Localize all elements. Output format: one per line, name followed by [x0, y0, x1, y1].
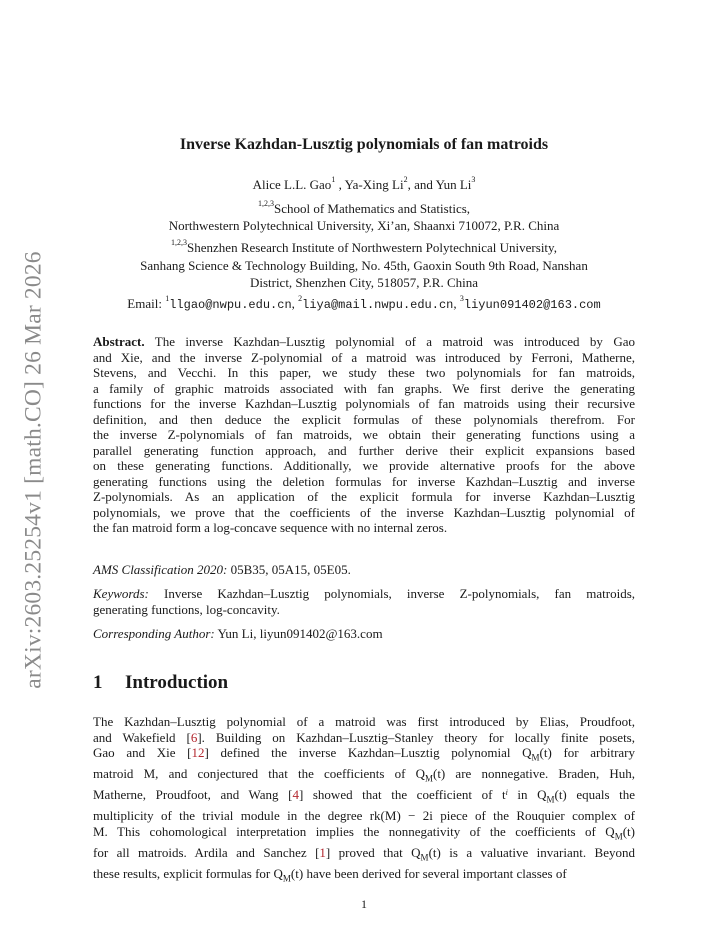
intro-text: The Kazhdan–Lusztig polynomial of a matroid was first introduced by Elias, Proudfoot,	[93, 714, 635, 729]
citation-link[interactable]: 1	[319, 844, 326, 860]
abstract-line: functions for the inverse Kazhdan–Lusztig polynomials of fan matroids using their recursive	[93, 396, 635, 411]
intro-text: Gao and Xie [	[93, 745, 192, 760]
affiliation-text: Shenzhen Research Institute of Northwestern Polytechnical University,	[187, 240, 557, 255]
intro-text: (t) equals the	[554, 787, 635, 803]
abstract-text: The inverse Kazhdan–Lusztig polynomial of a matroid was introduced by Gao	[144, 334, 635, 349]
math-subscript: M	[531, 752, 540, 763]
affiliation-2-line-2: Sanhang Science & Technology Building, No. 45th, Gaoxin South 9th Road, Nanshan	[140, 258, 588, 273]
abstract-line: polynomials, we prove that the coefficients of the inverse Kazhdan–Lusztig polynomial of	[93, 504, 635, 520]
keywords-line	[93, 586, 635, 602]
section-number: 1	[93, 672, 103, 693]
intro-line	[93, 766, 635, 787]
ams-value: 05B35, 05A15, 05E05.	[227, 562, 351, 577]
email-separator: ,	[291, 296, 299, 311]
abstract-line: the inverse Z-polynomials of fan matroids, we obtain their generating functions using a	[93, 427, 635, 442]
affiliation-sup: 1,2,3	[257, 199, 274, 208]
abstract-line: on these generating functions. Additionally, we provide alternative proofs for the above	[93, 458, 635, 473]
keywords	[93, 586, 635, 617]
intro-line	[93, 730, 635, 746]
abstract-line: and Xie, and the inverse Z-polynomial of a matroid was introduced by Ferroni, Matherne,	[93, 349, 635, 365]
affiliation-2-line-1	[93, 240, 635, 256]
citation-link[interactable]: 6	[190, 729, 198, 745]
math-subscript: M	[424, 773, 433, 784]
abstract	[93, 334, 635, 536]
author-gao: Alice L.L. Gao	[252, 177, 332, 192]
intro-line	[93, 787, 635, 808]
intro-line	[93, 866, 635, 887]
author-li-yaxing: , Ya-Xing Li	[335, 177, 404, 192]
author-sup: 1	[331, 175, 336, 184]
math-subscript: M	[614, 831, 623, 842]
affiliation-1-line-1	[93, 201, 635, 217]
email-gao[interactable]: llgao@nwpu.edu.cn	[169, 298, 292, 312]
affiliation-1-line-2: Northwestern Polytechnical University, Xi’an, Shaanxi 710072, P.R. China	[168, 218, 560, 233]
affiliation-sup: 1,2,3	[171, 238, 188, 247]
abstract-line	[93, 334, 635, 350]
intro-text: matroid M, and conjectured that the coefficients of Q	[93, 766, 425, 782]
intro-text: ] defined the inverse Kazhdan–Lusztig polynomial Q	[204, 745, 532, 760]
section-heading-introduction	[93, 672, 228, 694]
email-separator: ,	[453, 296, 460, 311]
email-li-yaxing[interactable]: liya@mail.nwpu.edu.cn	[302, 298, 454, 312]
email-sup: 2	[298, 294, 303, 303]
intro-text: (t) is a valuative invariant. Beyond	[428, 844, 635, 860]
intro-text: ] proved that Q	[325, 844, 421, 860]
intro-text: and Wakefield [	[93, 729, 191, 745]
intro-text: ] showed that the coefficient of t	[298, 787, 506, 803]
keywords-label: Keywords:	[93, 586, 149, 601]
intro-text: Matherne, Proudfoot, and Wang [	[93, 787, 293, 803]
intro-text: these results, explicit formulas for Q	[93, 865, 283, 881]
ams-classification	[93, 562, 635, 578]
intro-text: (t) have been derived for several important classes of	[290, 865, 567, 881]
email-li-yun[interactable]: liyun091402@163.com	[463, 298, 601, 312]
math-subscript: M	[282, 873, 291, 884]
abstract-line: definition, and then deduce the explicit formulas of these polynomials therefrom. For	[93, 411, 635, 427]
email-sup: 1	[165, 294, 170, 303]
intro-line	[93, 808, 635, 824]
abstract-line: Z-polynomials. As an application of the explicit formula for inverse Kazhdan–Lusztig	[93, 489, 635, 504]
intro-text: M. This cohomological interpretation implies the nonnegativity of the coefficients of Q	[93, 823, 615, 839]
abstract-label: Abstract.	[93, 334, 145, 349]
abstract-line: a family of graphic matroids associated with fan graphs. We first derive the generating	[93, 380, 635, 396]
citation-link[interactable]: 12	[191, 745, 205, 760]
intro-text: in Q	[507, 787, 547, 803]
keywords-text: Inverse Kazhdan–Lusztig polynomials, inverse Z-polynomials, fan matroids,	[148, 586, 635, 601]
paper-title: Inverse Kazhdan-Lusztig polynomials of fan matroids	[179, 136, 549, 153]
corresponding-author	[93, 626, 635, 642]
citation-link[interactable]: 4	[292, 787, 299, 803]
intro-text: (t) for arbitrary	[539, 745, 636, 760]
email-line	[93, 296, 635, 312]
introduction-paragraph	[93, 714, 635, 887]
email-sup: 3	[459, 294, 464, 303]
intro-text: (t) are nonnegative. Braden, Huh,	[432, 766, 635, 782]
email-label: Email:	[127, 296, 166, 311]
author-sup: 3	[471, 175, 476, 184]
abstract-line: generating functions using the deletion formulas for inverse Kazhdan–Lusztig and inverse	[93, 473, 635, 489]
author-sup: 2	[403, 175, 408, 184]
intro-line	[93, 714, 635, 730]
intro-text: (t)	[622, 823, 635, 839]
author-li-yun: , and Yun Li	[407, 177, 472, 192]
ams-line	[93, 562, 635, 578]
corresponding-value: Yun Li, liyun091402@163.com	[214, 626, 383, 641]
intro-line	[93, 824, 635, 845]
affiliation-2-line-3: District, Shenzhen City, 518057, P.R. China	[249, 275, 479, 290]
abstract-line: parallel generating function approach, and further derive their explicit expansions based	[93, 442, 635, 458]
math-subscript: M	[546, 794, 555, 805]
corresponding-line	[93, 626, 635, 642]
intro-line	[93, 745, 635, 766]
abstract-line: the fan matroid form a log-concave sequence with no internal zeros.	[93, 520, 448, 535]
arxiv-identifier: arXiv:2603.25254v1 [math.CO] 26 Mar 2026	[20, 251, 47, 689]
page-number: 1	[361, 897, 367, 911]
intro-text: multiplicity of the trivial module in the degree rk(M) − 2i piece of the Rouquier complex of	[93, 808, 635, 824]
intro-line	[93, 845, 635, 866]
math-subscript: M	[420, 852, 429, 863]
affiliation-text: School of Mathematics and Statistics,	[273, 201, 471, 216]
author-list	[93, 177, 635, 193]
intro-text: for all matroids. Ardila and Sanchez [	[93, 844, 320, 860]
arxiv-sidebar	[0, 0, 60, 932]
section-title: Introduction	[125, 672, 229, 693]
ams-label: AMS Classification 2020:	[93, 562, 228, 577]
corresponding-label: Corresponding Author:	[93, 626, 215, 641]
intro-text: ]. Building on Kazhdan–Lusztig–Stanley theory for locally finite posets,	[197, 729, 635, 745]
math-superscript: i	[505, 788, 508, 798]
keywords-line: generating functions, log-concavity.	[93, 601, 280, 617]
abstract-line: Stevens, and Vecchi. In this paper, we study these two polynomials for fan matroids,	[93, 365, 635, 380]
